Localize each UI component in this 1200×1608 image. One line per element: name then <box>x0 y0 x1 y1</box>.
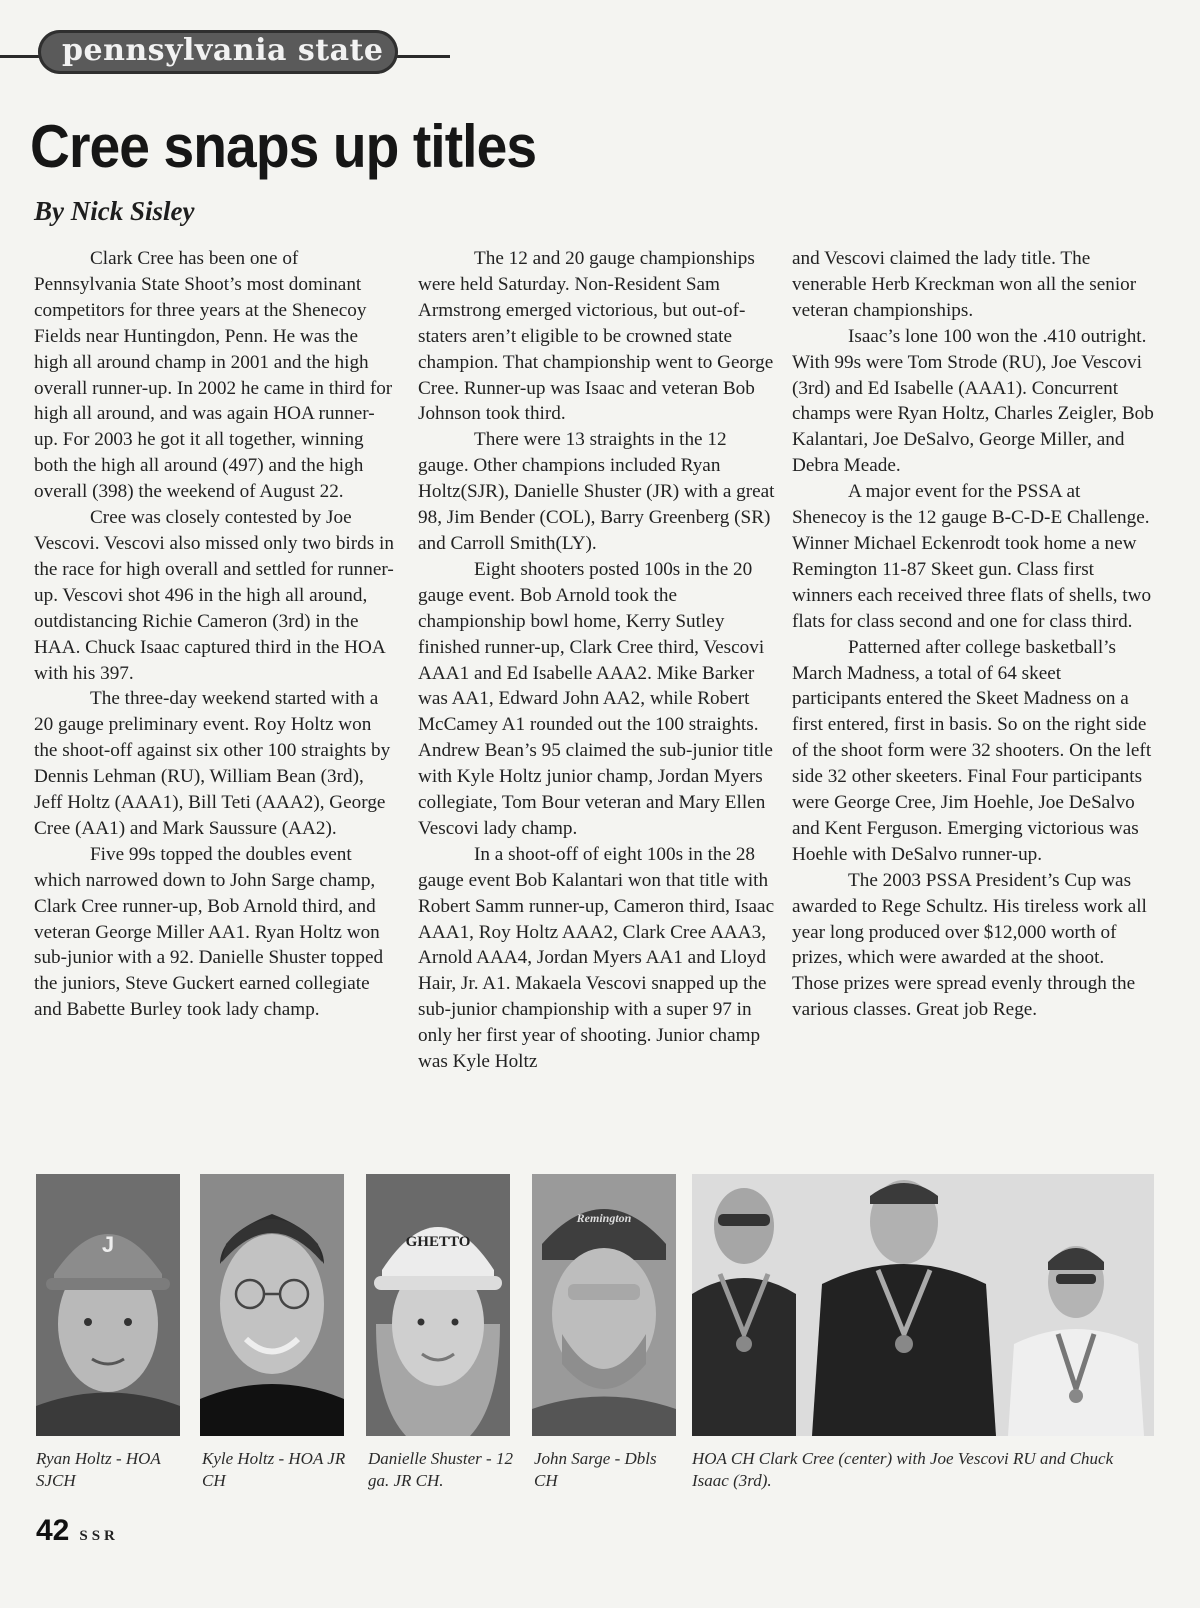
magazine-name: SSR <box>79 1528 119 1544</box>
paragraph: A major event for the PSSA at Shenecoy is the 12 gauge B-C-D-E Challenge. Winner Michael Eckenrodt took home a new Remington 11-87 Skeet gun. Class first winners each received three flats of shells, two flats for class second and one for class third. <box>792 481 1152 632</box>
photo-danielle-shuster <box>366 1174 510 1436</box>
byline: By Nick Sisley <box>34 196 195 226</box>
section-label: pennsylvania state <box>62 33 384 68</box>
article-headline: Cree snaps up titles <box>30 113 537 180</box>
cap-emblem: J <box>101 1232 115 1257</box>
article-column-1 <box>34 246 396 1023</box>
paragraph: Clark Cree has been one of Pennsylvania State Shoot’s most dominant competitors for three years at the Shenecoy Fields near Huntingdon, Penn. He was the high all around champ in 2001 and the high overall runner-up. In 2002 he came in third for high all around, and was again HOA runner-up. For 2003 he got it all together, winning both the high all around (497) and the high overall (398) the weekend of August 22. <box>34 248 393 503</box>
paragraph: There were 13 straights in the 12 gauge. Other champions included Ryan Holtz(SJR), Danielle Shuster (JR) with a great 98, Jim Bender (COL), Barry Greenberg (SR) and Carroll Smith(LY). <box>418 429 775 554</box>
article-column-3 <box>792 246 1154 1023</box>
paragraph: The 2003 PSSA President’s Cup was awarded to Rege Schultz. His tireless work all year long produced over $12,000 worth of prizes, which were awarded at the shoot. Those prizes were spread evenly through the various classes. Great job Rege. <box>792 869 1147 1021</box>
photo-caption: John Sarge - Dbls CH <box>534 1449 657 1490</box>
paragraph: In a shoot-off of eight 100s in the 28 gauge event Bob Kalantari won that title with Robert Samm runner-up, Cameron third, Isaac AAA1, Roy Holtz AAA2, Clark Cree AAA3, Arnold AAA4, Jordan Myers AA1 and Lloyd Hair, Jr. A1. Makaela Vescovi snapped up the sub-junior championship with a super 97 in only her first year of shooting. Junior champ was Kyle Holtz <box>418 843 775 1073</box>
photo-hoa-winners <box>692 1174 1154 1436</box>
photo-john-sarge <box>532 1174 676 1436</box>
paragraph: Eight shooters posted 100s in the 20 gauge event. Bob Arnold took the championship bowl home, Kerry Sutley finished runner-up, Clark Cree third, Vescovi AAA1 and Ed Isabelle AAA2. Mike Barker was AA1, Edward John AA2, while Robert McCamey A1 rounded out the 100 straights. Andrew Bean’s 95 claimed the sub-junior title with Kyle Holtz junior champ, Jordan Myers collegiate, Tom Bour veteran and Mary Ellen Vescovi lady champ. <box>418 558 773 839</box>
photo-caption: HOA CH Clark Cree (center) with Joe Vescovi RU and Chuck Isaac (3rd). <box>692 1449 1114 1490</box>
cap-emblem: GHETTO <box>405 1234 471 1250</box>
photo-caption: Ryan Holtz - HOA SJCH <box>36 1449 161 1490</box>
photo-caption: Danielle Shuster - 12 ga. JR CH. <box>368 1449 513 1490</box>
photo-kyle-holtz <box>200 1174 344 1436</box>
paragraph: Five 99s topped the doubles event which narrowed down to John Sarge champ, Clark Cree runner-up, Bob Arnold third, and veteran George Miller AA1. Ryan Holtz won sub-junior with a 92. Danielle Shuster topped the juniors, Steve Guckert earned collegiate and Babette Burley took lady champ. <box>34 843 384 1021</box>
paragraph: and Vescovi claimed the lady title. The venerable Herb Kreckman won all the senior veteran championships. <box>792 248 1137 321</box>
page-footer <box>36 1514 119 1548</box>
photo-ryan-holtz <box>36 1174 180 1436</box>
photo-caption: Kyle Holtz - HOA JR CH <box>202 1449 346 1490</box>
cap-emblem: Remington <box>576 1211 632 1225</box>
paragraph: Cree was closely contested by Joe Vescovi. Vescovi also missed only two birds in the race for high overall and settled for runner-up. Vescovi shot 496 in the high all around, outdistancing Richie Cameron (3rd) in the HAA. Chuck Isaac captured third in the HOA with his 397. <box>34 507 394 684</box>
paragraph: Patterned after college basketball’s March Madness, a total of 64 skeet participants entered the Skeet Madness on a first entered, first in basis. So on the right side of the shoot form were 32 shooters. On the left side 32 other skeeters. Final Four participants were George Cree, Jim Hoehle, Joe DeSalvo and Kent Ferguson. Emerging victorious was Hoehle with DeSalvo runner-up. <box>792 636 1152 865</box>
paragraph: The 12 and 20 gauge championships were held Saturday. Non-Resident Sam Armstrong emerged victorious, but out-of-staters aren’t eligible to be crowned state champion. That championship went to George Cree. Runner-up was Isaac and veteran Bob Johnson took third. <box>418 248 774 425</box>
article-column-2 <box>418 246 780 1075</box>
page-number: 42 <box>36 1514 70 1547</box>
paragraph: The three-day weekend started with a 20 gauge preliminary event. Roy Holtz won the shoot-off against six other 100 straights by Dennis Lehman (RU), William Bean (3rd), Jeff Holtz (AAA1), Bill Teti (AAA2), George Cree (AA1) and Mark Saussure (AA2). <box>34 688 391 839</box>
paragraph: Isaac’s lone 100 won the .410 outright. With 99s were Tom Strode (RU), Joe Vescovi (3rd) and Ed Isabelle (AAA1). Concurrent champs were Ryan Holtz, Charles Zeigler, Bob Kalantari, Joe DeSalvo, George Miller, and Debra Meade. <box>792 325 1154 477</box>
